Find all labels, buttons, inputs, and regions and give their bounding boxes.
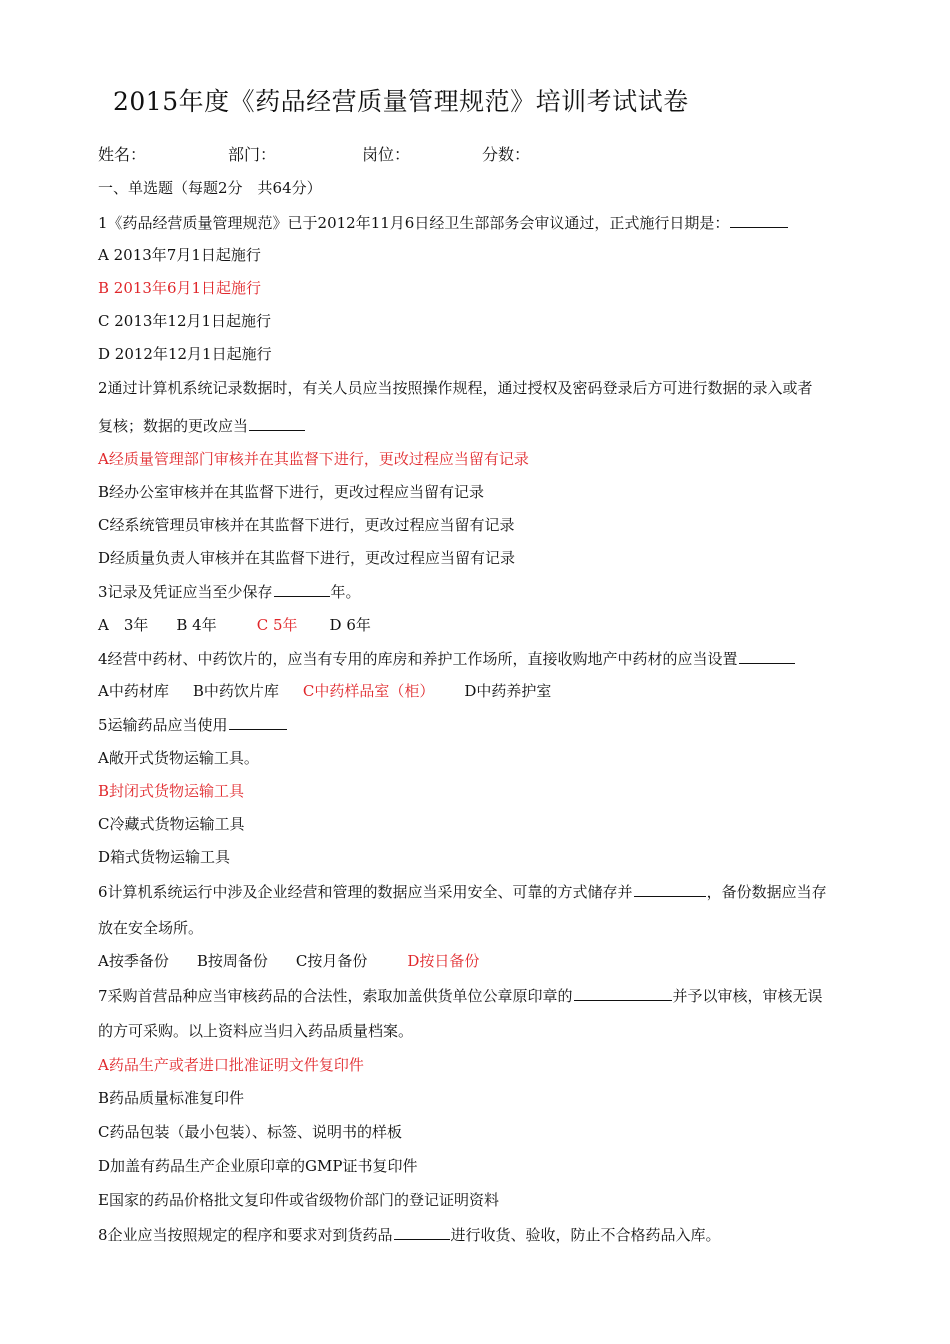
- page-title: 2015年度《药品经营质量管理规范》培训考试试卷: [113, 87, 689, 116]
- question-4-option-b: B中药饮片库: [192, 682, 279, 700]
- answer-blank: [394, 1224, 450, 1240]
- question-suffix: 年。: [330, 583, 361, 601]
- question-3-option-b: B 4年: [176, 616, 217, 634]
- question-4-options: [98, 681, 579, 701]
- question-text-continued: ，备份数据应当存: [706, 883, 827, 901]
- question-6-option-b: B按周备份: [196, 952, 268, 970]
- question-text: 3记录及凭证应当至少保存: [98, 583, 273, 601]
- question-text: 4经营中药材、中药饮片的，应当有专用的库房和养护工作场所，直接收购地产中药材的应当设置: [98, 650, 738, 668]
- question-6-option-c: C按月备份: [295, 952, 368, 970]
- question-1-option-c: C 2013年12月1日起施行: [98, 312, 272, 330]
- question-6-option-d-correct: D按日备份: [407, 952, 480, 970]
- question-text-continued: 并予以审核，审核无误: [672, 987, 823, 1005]
- answer-blank: [274, 581, 330, 597]
- question-1-stem: [98, 212, 789, 233]
- score-label: 分数：: [482, 145, 531, 164]
- question-text: 1《药品经营质量管理规范》已于2012年11月6日经卫生部部务会审议通过，正式施行日期是：: [98, 214, 730, 232]
- question-7-option-e: E国家的药品价格批文复印件或省级物价部门的登记证明资料: [98, 1191, 499, 1209]
- question-2-stem-line2: [98, 415, 306, 436]
- question-7-option-c: C药品包装（最小包装）、标签、说明书的样板: [98, 1123, 402, 1141]
- section-heading: 一、单选题（每题2分 共64分）: [98, 179, 322, 197]
- question-text: 复核；数据的更改应当: [98, 417, 249, 435]
- question-1-option-a: A 2013年7月1日起施行: [98, 246, 261, 264]
- answer-blank: [574, 985, 672, 1001]
- question-suffix: 进行收货、验收，防止不合格药品入库。: [450, 1226, 721, 1244]
- question-2-option-b: B经办公室审核并在其监督下进行，更改过程应当留有记录: [98, 483, 485, 501]
- name-label: 姓名：: [98, 145, 147, 164]
- question-4-option-d: D中药养护室: [464, 682, 552, 700]
- question-3-stem: [98, 581, 361, 602]
- question-7-option-a-correct: A药品生产或者进口批准证明文件复印件: [98, 1056, 364, 1074]
- question-7-stem-line1: [98, 985, 823, 1006]
- question-text: 7采购首营品种应当审核药品的合法性，索取加盖供货单位公章原印章的: [98, 987, 573, 1005]
- question-2-stem-line1: 2通过计算机系统记录数据时，有关人员应当按照操作规程，通过授权及密码登录后方可进行数据的录入或者: [98, 379, 813, 397]
- question-6-stem-line1: [98, 881, 827, 902]
- dept-label: 部门：: [228, 145, 277, 164]
- question-4-stem: [98, 648, 796, 669]
- question-5-option-d: D箱式货物运输工具: [98, 848, 231, 866]
- question-text: 8企业应当按照规定的程序和要求对到货药品: [98, 1226, 393, 1244]
- answer-blank: [730, 212, 788, 228]
- answer-blank: [249, 415, 305, 431]
- question-6-options: [98, 951, 507, 971]
- question-7-option-b: B药品质量标准复印件: [98, 1089, 245, 1107]
- question-3-option-a: A 3年: [98, 616, 149, 634]
- question-8-stem: [98, 1224, 721, 1245]
- question-2-option-c: C经系统管理员审核并在其监督下进行，更改过程应当留有记录: [98, 516, 515, 534]
- question-7-option-d: D加盖有药品生产企业原印章的GMP证书复印件: [98, 1157, 418, 1175]
- answer-blank: [229, 714, 287, 730]
- question-3-option-c-correct: C 5年: [256, 616, 298, 634]
- question-4-option-c-correct: C中药样品室（柜）: [302, 682, 435, 700]
- question-6-stem-line2: 放在安全场所。: [98, 919, 204, 937]
- question-5-option-c: C冷藏式货物运输工具: [98, 815, 245, 833]
- question-1-option-b-correct: B 2013年6月1日起施行: [98, 279, 262, 297]
- question-2-option-a-correct: A经质量管理部门审核并在其监督下进行，更改过程应当留有记录: [98, 450, 529, 468]
- question-3-options: [98, 615, 399, 635]
- question-5-stem: [98, 714, 288, 735]
- question-6-option-a: A按季备份: [98, 952, 169, 970]
- answer-blank: [739, 648, 795, 664]
- question-5-option-a: A敞开式货物运输工具。: [98, 749, 259, 767]
- answer-blank: [634, 881, 706, 897]
- question-text: 6计算机系统运行中涉及企业经营和管理的数据应当采用安全、可靠的方式储存并: [98, 883, 633, 901]
- question-1-option-d: D 2012年12月1日起施行: [98, 345, 272, 363]
- question-4-option-a: A中药材库: [98, 682, 169, 700]
- question-5-option-b-correct: B封闭式货物运输工具: [98, 782, 245, 800]
- question-7-stem-line2: 的方可采购。以上资料应当归入药品质量档案。: [98, 1022, 414, 1040]
- question-text: 5运输药品应当使用: [98, 716, 228, 734]
- post-label: 岗位：: [362, 145, 411, 164]
- question-2-option-d: D经质量负责人审核并在其监督下进行，更改过程应当留有记录: [98, 549, 516, 567]
- question-3-option-d: D 6年: [329, 616, 371, 634]
